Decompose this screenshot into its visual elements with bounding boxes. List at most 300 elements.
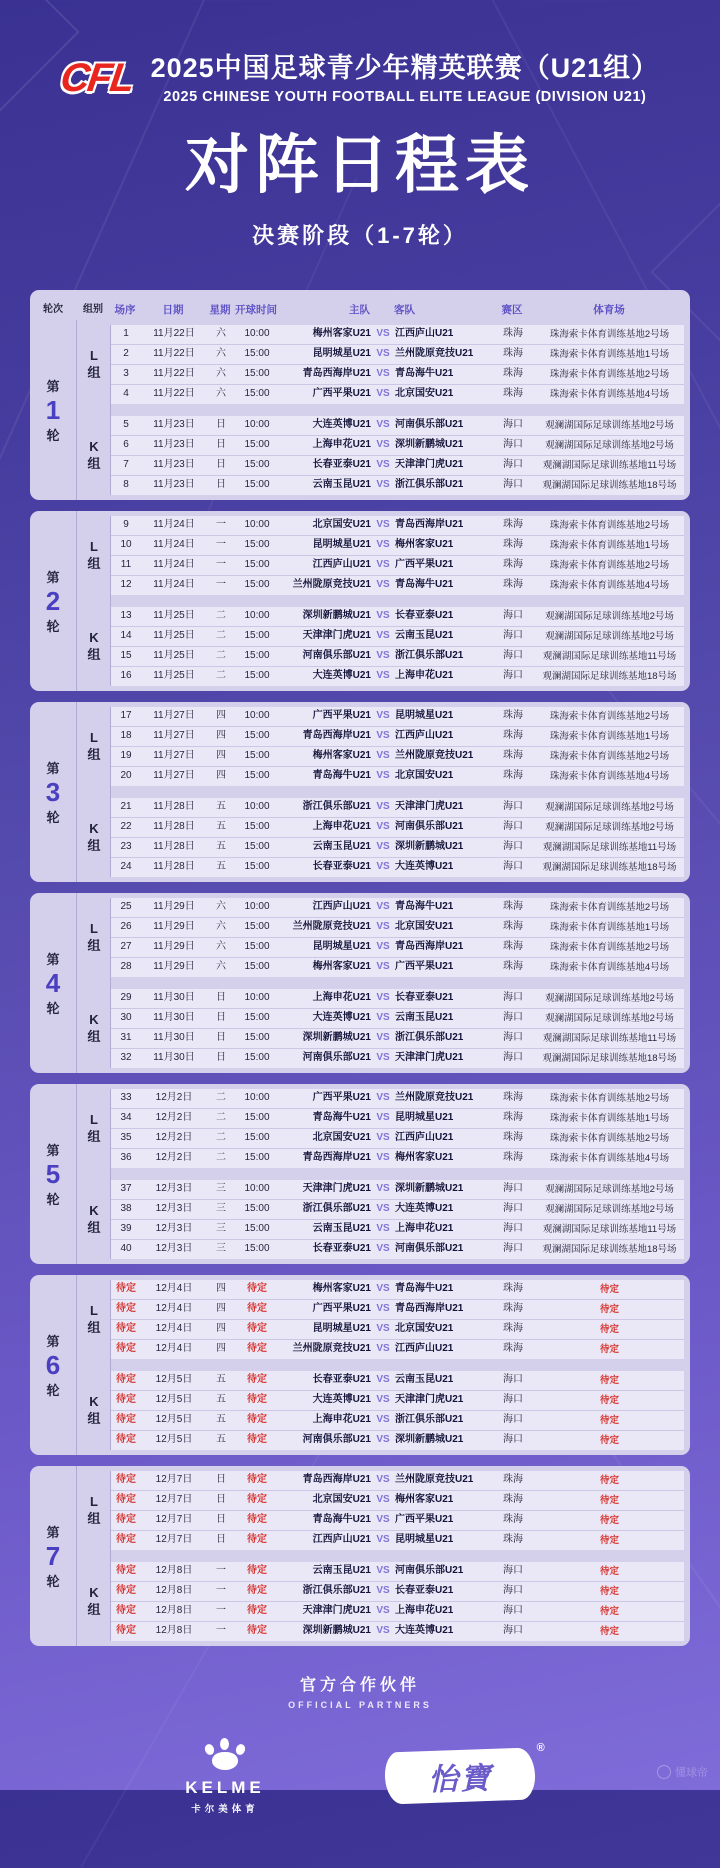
match-date-cell: 11月28日 xyxy=(153,821,195,833)
match-row xyxy=(111,1149,684,1168)
venue-cell: 待定 xyxy=(599,1625,619,1637)
match-time-cell: 待定 xyxy=(247,1565,267,1577)
match-date-cell: 12月8日 xyxy=(155,1565,193,1577)
home-team-cell: 云南玉昆U21 xyxy=(312,1565,371,1577)
group-letter: L xyxy=(90,1303,98,1318)
round-block xyxy=(30,893,690,1073)
match-day-cell: 二 xyxy=(216,610,226,622)
kelme-name: KELME xyxy=(185,1777,265,1797)
match-no-cell: 38 xyxy=(120,1203,132,1215)
zone-cell: 珠海 xyxy=(503,1514,523,1526)
home-team-cell: 深圳新鹏城U21 xyxy=(302,1625,371,1637)
round-label-prefix: 第 xyxy=(46,569,60,585)
group-gap xyxy=(111,977,684,989)
match-time-cell: 15:00 xyxy=(244,1132,270,1144)
match-day-cell: 二 xyxy=(216,670,226,682)
cfl-logo: CFL xyxy=(57,56,136,101)
venue-cell: 观澜湖国际足球训练基地11号场 xyxy=(542,841,677,853)
away-team-cell: 大连英博U21 xyxy=(395,1203,454,1215)
venue-cell: 珠海索卡体育训练基地4号场 xyxy=(549,388,670,400)
group-label xyxy=(77,630,111,663)
match-date-cell: 11月30日 xyxy=(153,1052,195,1064)
match-date-cell: 12月3日 xyxy=(155,1243,193,1255)
round-block-inner xyxy=(87,1471,684,1641)
match-row xyxy=(111,1240,684,1259)
home-team-cell: 天津津门虎U21 xyxy=(302,630,371,642)
vs-label: VS xyxy=(376,539,390,551)
round-block xyxy=(30,290,690,500)
home-team-cell: 大连英博U21 xyxy=(312,1012,371,1024)
match-row xyxy=(111,627,684,647)
group-letter: L xyxy=(90,1494,98,1509)
match-row xyxy=(111,516,684,536)
match-no-cell: 11 xyxy=(120,559,132,571)
group-letter: K xyxy=(89,821,99,836)
venue-cell: 观澜湖国际足球训练基地2号场 xyxy=(545,801,674,813)
match-day-cell: 四 xyxy=(216,1283,226,1295)
vs-label: VS xyxy=(376,1323,390,1335)
away-team-cell: 云南玉昆U21 xyxy=(395,1012,454,1024)
round-label-suffix: 轮 xyxy=(46,1573,60,1589)
group-label xyxy=(77,1203,111,1236)
round-number: 3 xyxy=(45,776,61,807)
zone-cell: 海口 xyxy=(503,1012,523,1024)
match-row xyxy=(111,576,684,595)
away-team-cell: 青岛海牛U21 xyxy=(395,579,454,591)
group-letter: L xyxy=(90,1112,98,1127)
match-day-cell: 五 xyxy=(216,861,226,873)
match-date-cell: 11月29日 xyxy=(153,921,195,933)
vs-label: VS xyxy=(376,368,390,380)
round-label xyxy=(30,1084,77,1264)
match-row xyxy=(111,1109,684,1129)
match-row xyxy=(111,1340,684,1359)
round-block-inner xyxy=(87,898,684,1068)
poster-footer xyxy=(0,1672,720,1815)
match-day-cell: 二 xyxy=(216,1112,226,1124)
match-date-cell: 11月27日 xyxy=(153,770,195,782)
match-row xyxy=(111,536,684,556)
match-day-cell: 三 xyxy=(216,1183,226,1195)
venue-cell: 待定 xyxy=(599,1343,619,1355)
match-no-cell: 31 xyxy=(120,1032,132,1044)
round-block xyxy=(30,1275,690,1455)
match-no-cell: 33 xyxy=(120,1092,132,1104)
match-date-cell: 11月28日 xyxy=(153,861,195,873)
match-no-cell: 30 xyxy=(120,1012,132,1024)
match-time-cell: 15:00 xyxy=(244,579,270,591)
venue-cell: 珠海索卡体育训练基地2号场 xyxy=(549,1092,670,1104)
match-row xyxy=(111,1491,684,1511)
match-time-cell: 15:00 xyxy=(244,1112,270,1124)
venue-cell: 观澜湖国际足球训练基地2号场 xyxy=(545,821,674,833)
home-team-cell: 河南俱乐部U21 xyxy=(302,1052,371,1064)
watermark-icon xyxy=(657,1765,671,1779)
vs-label: VS xyxy=(376,1223,390,1235)
match-no-cell: 待定 xyxy=(116,1283,136,1295)
away-team-cell: 河南俱乐部U21 xyxy=(395,419,464,431)
zone-cell: 海口 xyxy=(503,801,523,813)
match-date-cell: 11月24日 xyxy=(153,539,195,551)
kelme-logo xyxy=(185,1738,265,1815)
match-row xyxy=(111,365,684,385)
match-day-cell: 六 xyxy=(216,328,226,340)
home-team-cell: 梅州客家U21 xyxy=(312,328,371,340)
group-section xyxy=(87,416,684,495)
zone-cell: 海口 xyxy=(503,1203,523,1215)
home-team-cell: 北京国安U21 xyxy=(312,519,371,531)
round-block-inner xyxy=(87,325,684,495)
venue-cell: 珠海索卡体育训练基地2号场 xyxy=(549,519,670,531)
away-team-cell: 河南俱乐部U21 xyxy=(395,821,464,833)
match-time-cell: 15:00 xyxy=(244,539,270,551)
venue-cell: 待定 xyxy=(599,1514,619,1526)
match-row xyxy=(111,1029,684,1049)
match-day-cell: 六 xyxy=(216,388,226,400)
group-label xyxy=(77,439,111,472)
match-row xyxy=(111,436,684,456)
match-row xyxy=(111,385,684,404)
group-section xyxy=(87,898,684,977)
match-day-cell: 日 xyxy=(216,1534,226,1546)
zone-cell: 海口 xyxy=(503,1394,523,1406)
group-label xyxy=(77,921,111,954)
venue-cell: 珠海索卡体育训练基地4号场 xyxy=(549,1152,670,1164)
venue-cell: 待定 xyxy=(599,1605,619,1617)
round-label-prefix: 第 xyxy=(46,760,60,776)
away-team-cell: 昆明城星U21 xyxy=(395,1534,454,1546)
match-time-cell: 15:00 xyxy=(244,630,270,642)
match-row xyxy=(111,1622,684,1641)
match-time-cell: 10:00 xyxy=(244,901,270,913)
vs-label: VS xyxy=(376,328,390,340)
group-suffix: 组 xyxy=(87,1410,101,1426)
cestbon-logo xyxy=(385,1742,545,1802)
vs-label: VS xyxy=(376,439,390,451)
match-row xyxy=(111,345,684,365)
zone-cell: 海口 xyxy=(503,1374,523,1386)
home-team-cell: 河南俱乐部U21 xyxy=(302,1434,371,1446)
match-date-cell: 11月29日 xyxy=(153,941,195,953)
zone-cell: 珠海 xyxy=(503,730,523,742)
match-date-cell: 11月24日 xyxy=(153,579,195,591)
match-day-cell: 五 xyxy=(216,821,226,833)
away-team-cell: 浙江俱乐部U21 xyxy=(395,1032,464,1044)
match-row xyxy=(111,898,684,918)
venue-cell: 珠海索卡体育训练基地1号场 xyxy=(549,921,670,933)
away-team-cell: 青岛海牛U21 xyxy=(395,368,454,380)
match-no-cell: 19 xyxy=(120,750,132,762)
match-row xyxy=(111,1180,684,1200)
column-header-no: 场序 xyxy=(114,303,136,316)
match-day-cell: 二 xyxy=(216,650,226,662)
round-label xyxy=(30,511,77,691)
home-team-cell: 大连英博U21 xyxy=(312,670,371,682)
match-day-cell: 六 xyxy=(216,368,226,380)
match-day-cell: 四 xyxy=(216,1323,226,1335)
vs-label: VS xyxy=(376,479,390,491)
venue-cell: 珠海索卡体育训练基地2号场 xyxy=(549,368,670,380)
venue-cell: 珠海索卡体育训练基地2号场 xyxy=(549,710,670,722)
match-time-cell: 15:00 xyxy=(244,821,270,833)
away-team-cell: 广西平果U21 xyxy=(395,559,454,571)
zone-cell: 海口 xyxy=(503,1052,523,1064)
home-team-cell: 大连英博U21 xyxy=(312,1394,371,1406)
zone-cell: 珠海 xyxy=(503,941,523,953)
match-row xyxy=(111,1391,684,1411)
home-team-cell: 上海申花U21 xyxy=(312,821,371,833)
group-suffix: 组 xyxy=(87,837,101,853)
round-label-suffix: 轮 xyxy=(46,1382,60,1398)
group-suffix: 组 xyxy=(87,455,101,471)
round-label xyxy=(30,702,77,882)
match-no-cell: 待定 xyxy=(116,1565,136,1577)
match-date-cell: 12月4日 xyxy=(155,1303,193,1315)
match-time-cell: 15:00 xyxy=(244,750,270,762)
match-no-cell: 待定 xyxy=(116,1514,136,1526)
home-team-cell: 昆明城星U21 xyxy=(312,1323,371,1335)
venue-cell: 珠海索卡体育训练基地2号场 xyxy=(549,1132,670,1144)
match-row xyxy=(111,727,684,747)
vs-label: VS xyxy=(376,770,390,782)
match-date-cell: 11月28日 xyxy=(153,801,195,813)
zone-cell: 海口 xyxy=(503,1243,523,1255)
vs-label: VS xyxy=(376,710,390,722)
match-day-cell: 五 xyxy=(216,1394,226,1406)
venue-cell: 观澜湖国际足球训练基地2号场 xyxy=(545,992,674,1004)
group-gap xyxy=(111,595,684,607)
zone-cell: 珠海 xyxy=(503,1343,523,1355)
venue-cell: 观澜湖国际足球训练基地11号场 xyxy=(542,650,677,662)
venue-cell: 观澜湖国际足球训练基地2号场 xyxy=(545,1012,674,1024)
round-block xyxy=(30,511,690,691)
match-row xyxy=(111,747,684,767)
round-block-inner xyxy=(87,516,684,686)
match-date-cell: 11月30日 xyxy=(153,992,195,1004)
venue-cell: 珠海索卡体育训练基地2号场 xyxy=(549,941,670,953)
vs-label: VS xyxy=(376,519,390,531)
zone-cell: 海口 xyxy=(503,630,523,642)
match-day-cell: 五 xyxy=(216,841,226,853)
vs-label: VS xyxy=(376,730,390,742)
match-date-cell: 12月3日 xyxy=(155,1203,193,1215)
match-no-cell: 待定 xyxy=(116,1434,136,1446)
vs-label: VS xyxy=(376,841,390,853)
match-day-cell: 四 xyxy=(216,1303,226,1315)
vs-label: VS xyxy=(376,388,390,400)
zone-cell: 海口 xyxy=(503,1565,523,1577)
home-team-cell: 青岛西海岸U21 xyxy=(302,1152,371,1164)
match-date-cell: 11月25日 xyxy=(153,650,195,662)
home-team-cell: 昆明城星U21 xyxy=(312,941,371,953)
away-team-cell: 天津津门虎U21 xyxy=(395,459,464,471)
match-day-cell: 日 xyxy=(216,1012,226,1024)
away-team-cell: 兰州陇原竞技U21 xyxy=(395,1474,474,1486)
home-team-cell: 广西平果U21 xyxy=(312,1303,371,1315)
match-no-cell: 25 xyxy=(120,901,132,913)
match-date-cell: 12月5日 xyxy=(155,1394,193,1406)
home-team-cell: 长春亚泰U21 xyxy=(312,861,371,873)
round-label-suffix: 轮 xyxy=(46,427,60,443)
zone-cell: 珠海 xyxy=(503,1494,523,1506)
group-section xyxy=(87,1471,684,1550)
venue-cell: 观澜湖国际足球训练基地11号场 xyxy=(542,459,677,471)
match-row xyxy=(111,1129,684,1149)
venue-cell: 珠海索卡体育训练基地4号场 xyxy=(549,961,670,973)
match-no-cell: 待定 xyxy=(116,1605,136,1617)
match-time-cell: 10:00 xyxy=(244,419,270,431)
match-time-cell: 待定 xyxy=(247,1534,267,1546)
league-title-en: 2025 CHINESE YOUTH FOOTBALL ELITE LEAGUE (DIVISION U21) xyxy=(163,88,647,105)
kelme-paw-icon xyxy=(203,1738,247,1772)
group-section xyxy=(87,1180,684,1259)
match-no-cell: 22 xyxy=(120,821,132,833)
away-team-cell: 兰州陇原竞技U21 xyxy=(395,750,474,762)
venue-cell: 珠海索卡体育训练基地1号场 xyxy=(549,730,670,742)
match-no-cell: 待定 xyxy=(116,1414,136,1426)
match-day-cell: 四 xyxy=(216,750,226,762)
group-gap xyxy=(111,1359,684,1371)
match-time-cell: 待定 xyxy=(247,1394,267,1406)
match-row xyxy=(111,647,684,667)
match-date-cell: 12月7日 xyxy=(155,1514,193,1526)
column-header-group: 组别 xyxy=(83,303,103,315)
group-label xyxy=(77,1394,111,1427)
group-suffix: 组 xyxy=(87,364,101,380)
match-no-cell: 15 xyxy=(120,650,132,662)
vs-label: VS xyxy=(376,1565,390,1577)
match-date-cell: 11月27日 xyxy=(153,750,195,762)
group-section xyxy=(87,798,684,877)
round-label-prefix: 第 xyxy=(46,951,60,967)
zone-cell: 海口 xyxy=(503,1223,523,1235)
vs-label: VS xyxy=(376,750,390,762)
match-no-cell: 待定 xyxy=(116,1374,136,1386)
match-day-cell: 五 xyxy=(216,1374,226,1386)
match-time-cell: 待定 xyxy=(247,1414,267,1426)
home-team-cell: 广西平果U21 xyxy=(312,710,371,722)
away-team-cell: 深圳新鹏城U21 xyxy=(395,1183,464,1195)
vs-label: VS xyxy=(376,1243,390,1255)
venue-cell: 珠海索卡体育训练基地4号场 xyxy=(549,770,670,782)
match-row xyxy=(111,416,684,436)
round-number: 4 xyxy=(45,967,61,998)
match-time-cell: 10:00 xyxy=(244,1183,270,1195)
match-day-cell: 一 xyxy=(216,579,226,591)
match-date-cell: 12月2日 xyxy=(155,1132,193,1144)
home-team-cell: 长春亚泰U21 xyxy=(312,1243,371,1255)
zone-cell: 海口 xyxy=(503,650,523,662)
group-suffix: 组 xyxy=(87,1128,101,1144)
match-day-cell: 一 xyxy=(216,1625,226,1637)
home-team-cell: 浙江俱乐部U21 xyxy=(302,1585,371,1597)
vs-label: VS xyxy=(376,1152,390,1164)
match-day-cell: 四 xyxy=(216,770,226,782)
home-team-cell: 兰州陇原竞技U21 xyxy=(292,921,371,933)
match-row xyxy=(111,1009,684,1029)
match-time-cell: 15:00 xyxy=(244,861,270,873)
match-row xyxy=(111,1300,684,1320)
schedule-table xyxy=(30,290,690,1646)
match-date-cell: 11月30日 xyxy=(153,1012,195,1024)
column-header-away: 客队 xyxy=(394,303,415,316)
match-day-cell: 六 xyxy=(216,921,226,933)
match-date-cell: 11月22日 xyxy=(153,368,195,380)
partners-subtitle: OFFICIAL PARTNERS xyxy=(288,1699,432,1710)
vs-label: VS xyxy=(376,459,390,471)
away-team-cell: 兰州陇原竞技U21 xyxy=(395,1092,474,1104)
away-team-cell: 长春亚泰U21 xyxy=(395,610,454,622)
match-no-cell: 23 xyxy=(120,841,132,853)
home-team-cell: 上海申花U21 xyxy=(312,439,371,451)
match-day-cell: 一 xyxy=(216,519,226,531)
away-team-cell: 上海申花U21 xyxy=(395,1223,454,1235)
away-team-cell: 梅州客家U21 xyxy=(395,1152,454,1164)
match-no-cell: 1 xyxy=(123,328,129,340)
match-time-cell: 15:00 xyxy=(244,479,270,491)
home-team-cell: 青岛西海岸U21 xyxy=(302,1474,371,1486)
match-date-cell: 11月29日 xyxy=(153,901,195,913)
column-header-venue: 体育场 xyxy=(593,303,625,316)
round-label-prefix: 第 xyxy=(46,378,60,394)
home-team-cell: 北京国安U21 xyxy=(312,1132,371,1144)
venue-cell: 观澜湖国际足球训练基地18号场 xyxy=(542,861,677,873)
match-time-cell: 待定 xyxy=(247,1434,267,1446)
group-label xyxy=(77,1112,111,1145)
match-row xyxy=(111,667,684,686)
home-team-cell: 广西平果U21 xyxy=(312,388,371,400)
column-header-home: 主队 xyxy=(349,303,370,316)
zone-cell: 海口 xyxy=(503,1625,523,1637)
home-team-cell: 兰州陇原竞技U21 xyxy=(292,1343,371,1355)
match-day-cell: 三 xyxy=(216,1243,226,1255)
cestbon-flag-shape xyxy=(384,1748,536,1805)
away-team-cell: 青岛西海岸U21 xyxy=(395,519,464,531)
away-team-cell: 江西庐山U21 xyxy=(395,1343,454,1355)
zone-cell: 珠海 xyxy=(503,579,523,591)
match-time-cell: 15:00 xyxy=(244,368,270,380)
away-team-cell: 大连英博U21 xyxy=(395,861,454,873)
away-team-cell: 天津津门虎U21 xyxy=(395,801,464,813)
match-time-cell: 15:00 xyxy=(244,559,270,571)
match-row xyxy=(111,556,684,576)
home-team-cell: 云南玉昆U21 xyxy=(312,479,371,491)
match-date-cell: 11月29日 xyxy=(153,961,195,973)
match-date-cell: 12月4日 xyxy=(155,1283,193,1295)
group-suffix: 组 xyxy=(87,555,101,571)
registered-mark: ® xyxy=(536,1742,545,1755)
group-section xyxy=(87,516,684,595)
match-row xyxy=(111,1220,684,1240)
match-time-cell: 待定 xyxy=(247,1494,267,1506)
venue-cell: 观澜湖国际足球训练基地18号场 xyxy=(542,1243,677,1255)
zone-cell: 海口 xyxy=(503,479,523,491)
zone-cell: 珠海 xyxy=(503,770,523,782)
match-row xyxy=(111,1200,684,1220)
group-label xyxy=(77,1494,111,1527)
match-no-cell: 待定 xyxy=(116,1323,136,1335)
vs-label: VS xyxy=(376,650,390,662)
match-date-cell: 11月24日 xyxy=(153,559,195,571)
home-team-cell: 梅州客家U21 xyxy=(312,961,371,973)
match-time-cell: 15:00 xyxy=(244,1032,270,1044)
away-team-cell: 昆明城星U21 xyxy=(395,710,454,722)
round-label-suffix: 轮 xyxy=(46,1191,60,1207)
vs-label: VS xyxy=(376,992,390,1004)
match-time-cell: 15:00 xyxy=(244,439,270,451)
match-date-cell: 11月22日 xyxy=(153,348,195,360)
group-label xyxy=(77,348,111,381)
